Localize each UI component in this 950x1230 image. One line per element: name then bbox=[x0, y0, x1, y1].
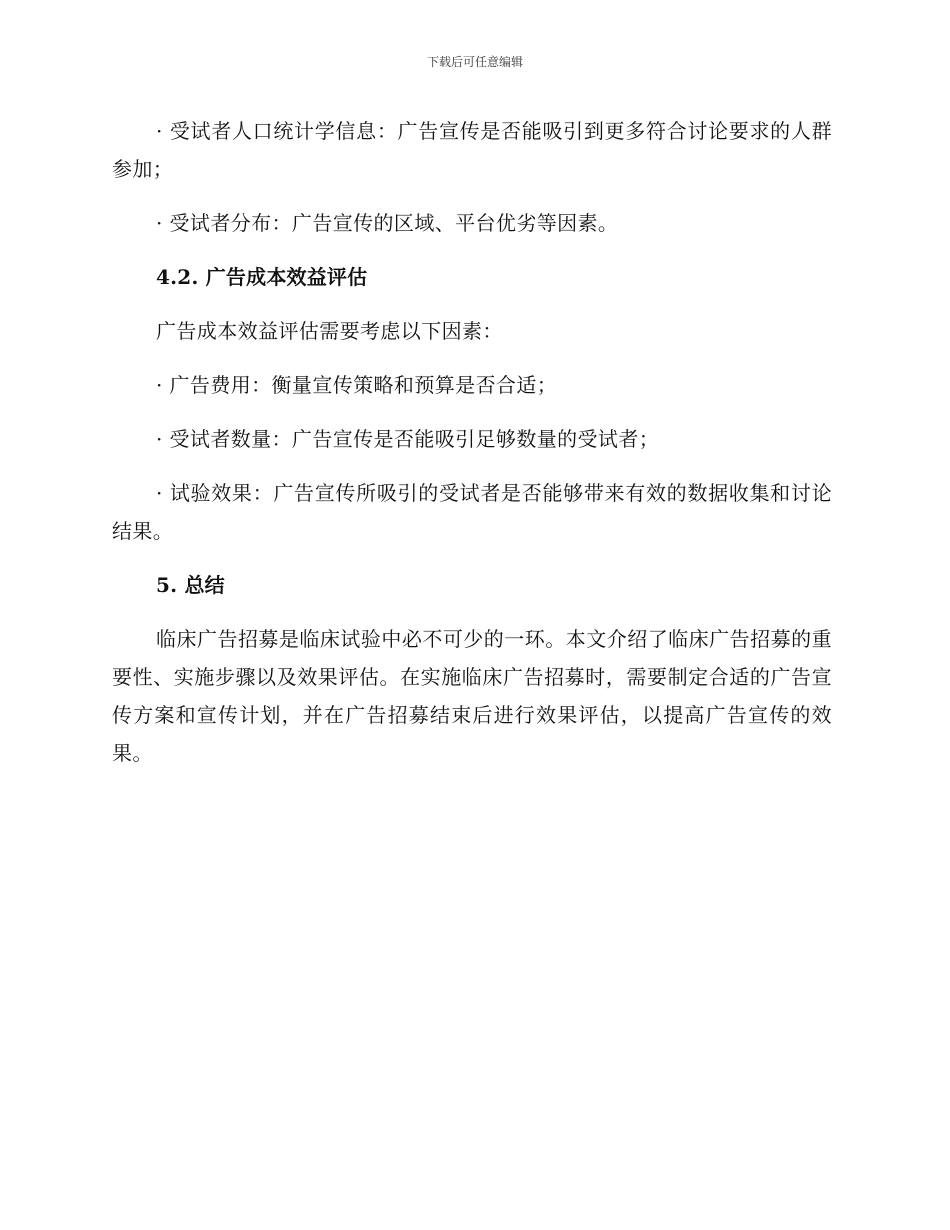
paragraph-subject-count: · 受试者数量：广告宣传是否能吸引足够数量的受试者； bbox=[156, 427, 660, 451]
section-heading-5: 5. 总结 bbox=[156, 573, 225, 597]
paragraph-trial-effect: · 试验效果：广告宣传所吸引的受试者是否能够带来有效的数据收集和讨论结果。 bbox=[112, 481, 832, 543]
paragraph-distribution: · 受试者分布：广告宣传的区域、平台优劣等因素。 bbox=[156, 211, 619, 235]
paragraph-summary: 临床广告招募是临床试验中必不可少的一环。本文介绍了临床广告招募的重要性、实施步骤以及效果评估。在实施临床广告招募时，需要制定合适的广告宣传方案和宣传计划，并在广告招募结束后进行效果评估，以提高广告宣传的效果。 bbox=[112, 627, 832, 765]
paragraph-ad-cost: · 广告费用：衡量宣传策略和预算是否合适； bbox=[156, 373, 558, 397]
section-heading-4-2: 4.2. 广告成本效益评估 bbox=[156, 265, 368, 289]
paragraph-cost-benefit-intro: 广告成本效益评估需要考虑以下因素： bbox=[156, 319, 503, 343]
page-header-note: 下载后可任意编辑 bbox=[426, 55, 523, 69]
paragraph-demographics: · 受试者人口统计学信息：广告宣传是否能吸引到更多符合讨论要求的人群参加； bbox=[112, 119, 832, 181]
document-body bbox=[112, 112, 832, 788]
